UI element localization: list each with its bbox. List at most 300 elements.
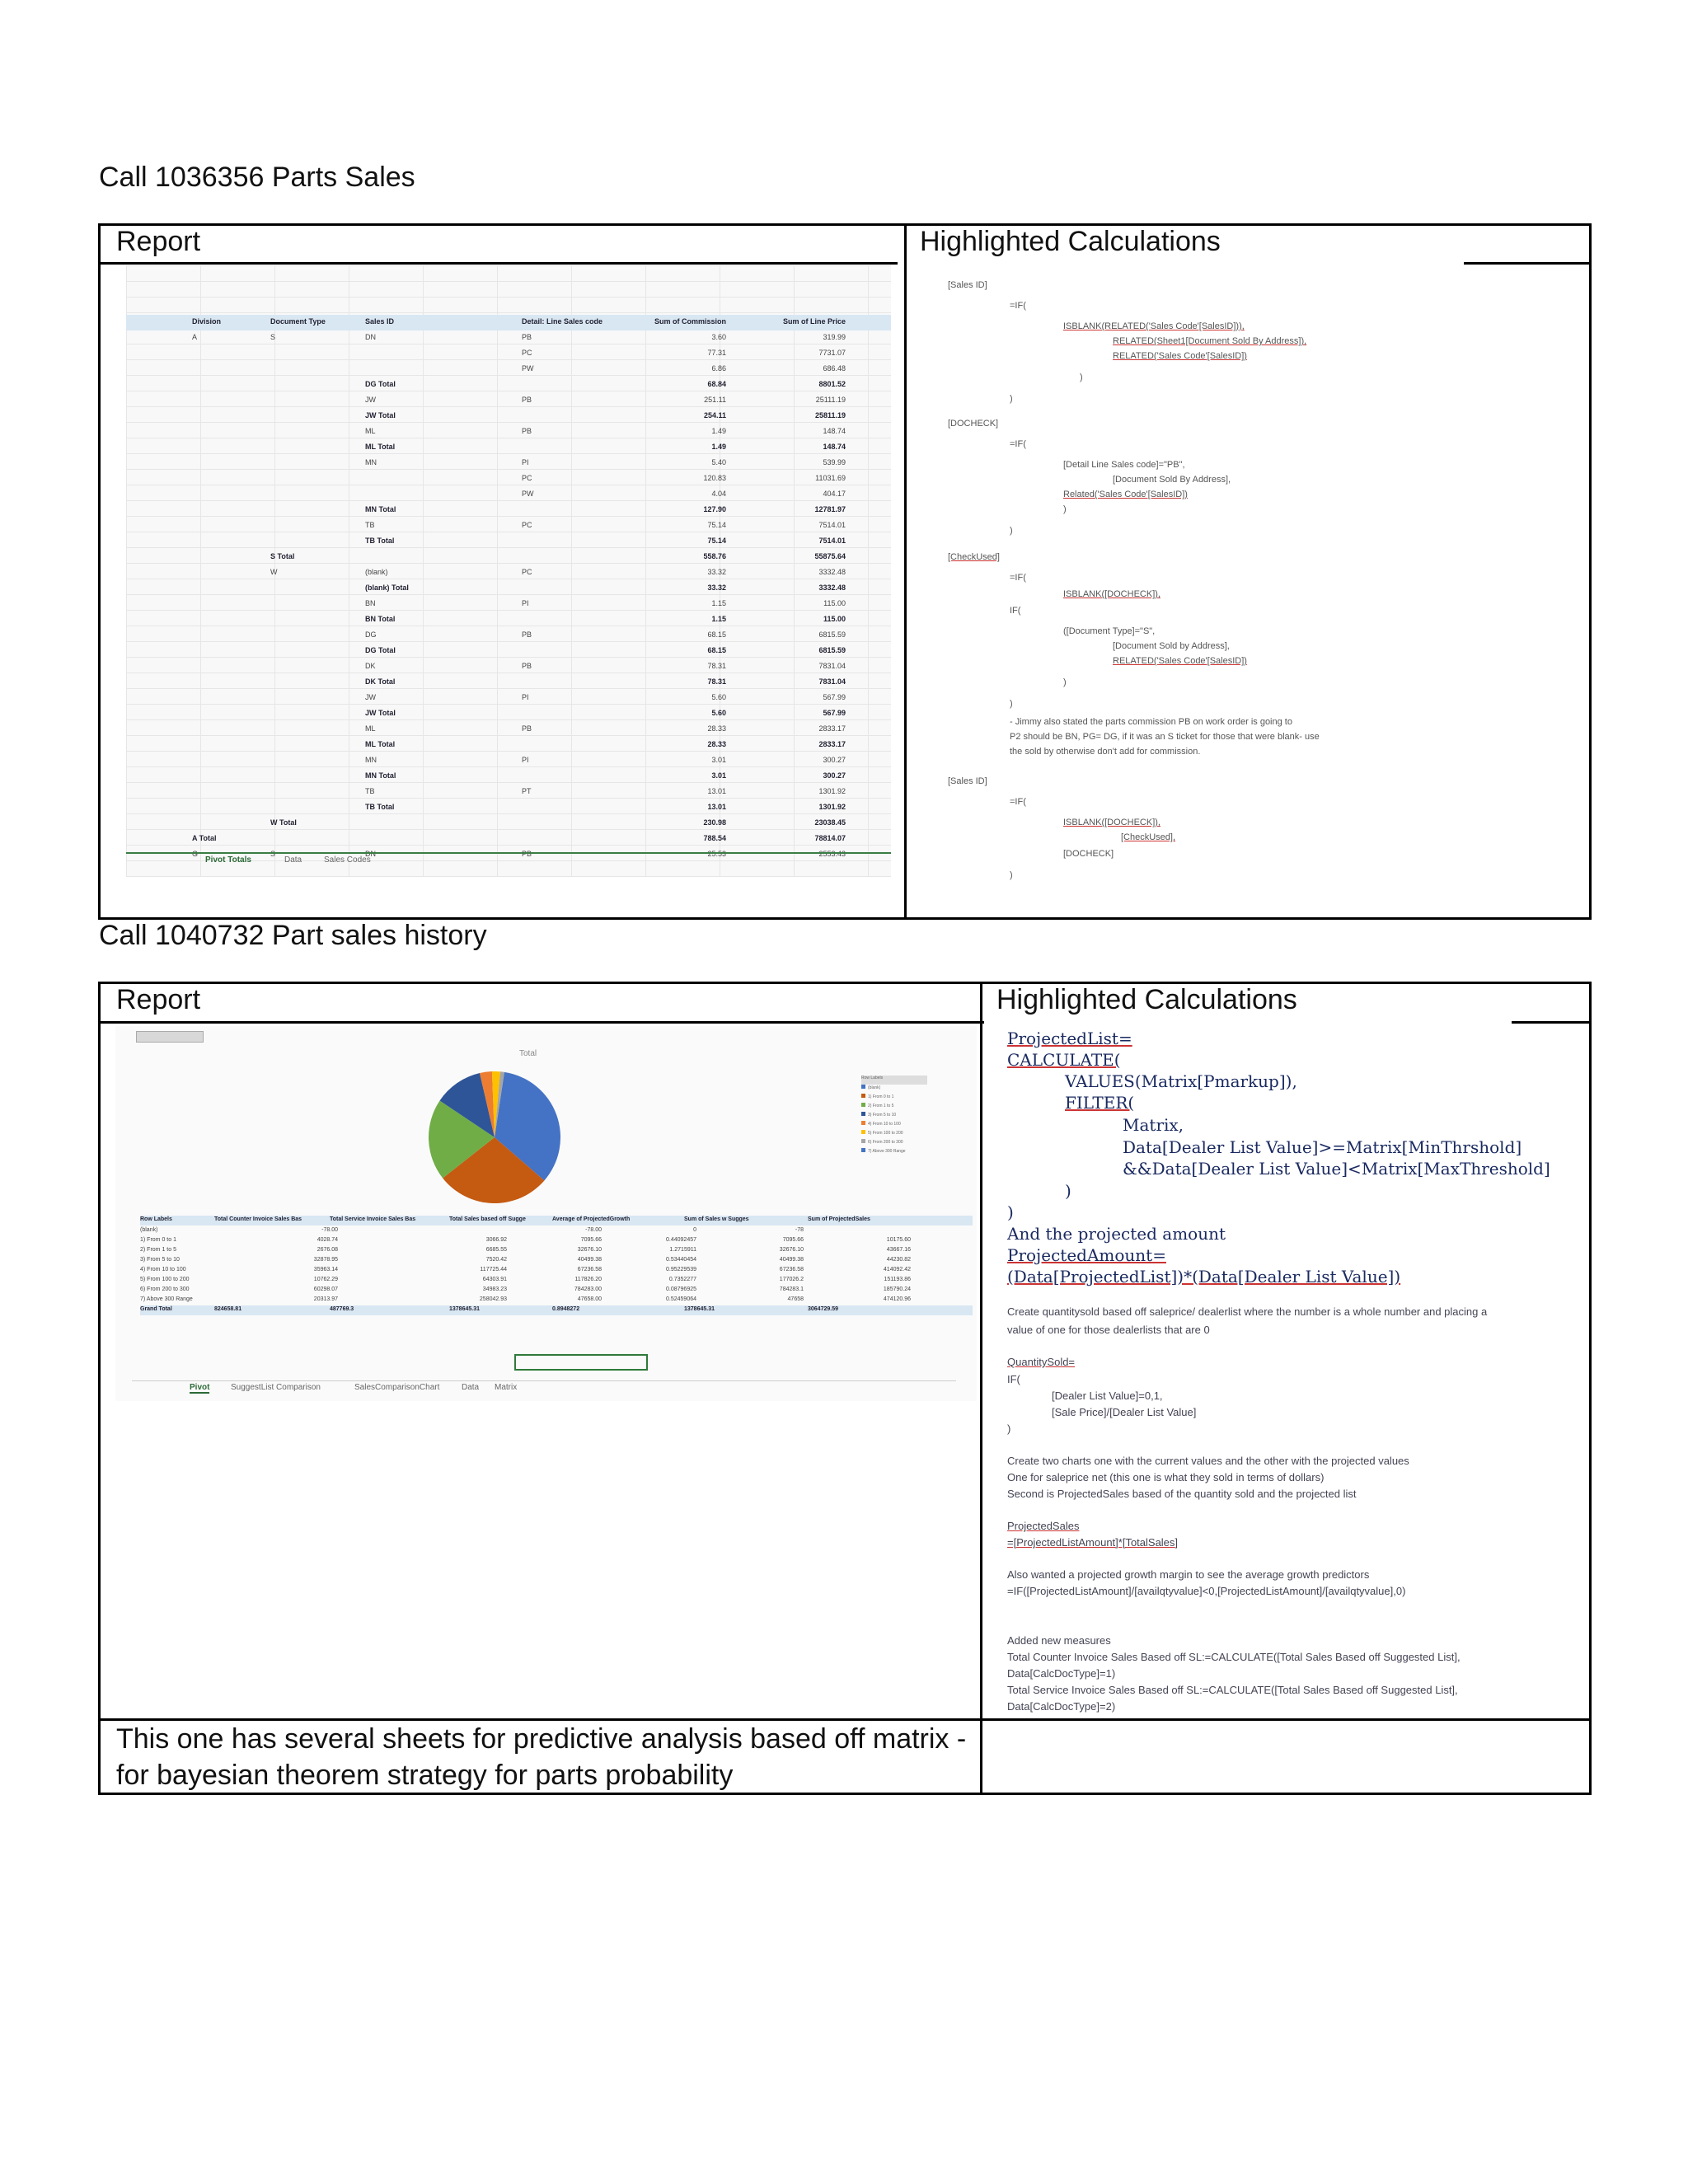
pivot2-cell[interactable]: 10762.29 <box>313 1277 338 1282</box>
pivot-cell[interactable]: TB Total <box>365 803 395 811</box>
formula-line-7: &&Data[Dealer List Value]<Matrix[MaxThreshold] <box>1123 1159 1550 1179</box>
pivot2-cell[interactable]: 32676.10 <box>779 1247 804 1253</box>
pivot-cell[interactable]: MN Total <box>365 505 396 513</box>
calc-line: [CheckUsed], <box>1121 832 1176 842</box>
pivot-cell[interactable]: PW <box>522 490 534 498</box>
pivot-cell[interactable]: S <box>270 850 276 858</box>
legend-label: 3) From 5 to 10 <box>868 1113 897 1118</box>
pivot-cell[interactable]: PI <box>522 756 529 764</box>
calc-line: [DOCHECK] <box>948 419 999 429</box>
legend-label: 5) From 100 to 200 <box>868 1131 903 1136</box>
calc-line: IF( <box>1010 606 1021 616</box>
pivot2-cell[interactable]: Grand Total <box>140 1306 172 1312</box>
pivot-cell[interactable]: BN <box>365 599 376 607</box>
pivot-cell[interactable]: 7831.04 <box>818 677 846 686</box>
tab-data[interactable]: Data <box>284 855 302 865</box>
pivot-cell[interactable]: 68.15 <box>707 630 726 639</box>
pivot2-row <box>140 1276 973 1286</box>
pivot-row <box>126 362 891 377</box>
pivot-cell[interactable]: 23038.45 <box>814 818 846 827</box>
pivot-cell[interactable]: 567.99 <box>823 693 846 701</box>
pivot-cell[interactable]: PB <box>522 427 532 435</box>
pivot-cell[interactable]: Detail: Line Sales code <box>522 317 603 326</box>
pivot-cell[interactable]: 13.01 <box>707 787 726 795</box>
pivot-cell[interactable]: DG <box>365 630 377 639</box>
pivot2-cell[interactable]: 0.44092457 <box>666 1237 696 1243</box>
pivot-row <box>126 659 891 675</box>
pivot-cell[interactable]: 13.01 <box>707 803 726 811</box>
pivot2-cell[interactable]: 487769.3 <box>330 1306 354 1312</box>
tab-matrix[interactable]: Matrix <box>495 1383 518 1392</box>
pivot-cell[interactable]: 1.15 <box>711 615 726 623</box>
pivot-cell[interactable]: 7514.01 <box>818 521 846 529</box>
pivot2-row <box>140 1236 973 1246</box>
pivot-cell[interactable]: S Total <box>270 552 295 560</box>
pivot-cell[interactable]: Sum of Commission <box>654 317 726 326</box>
tab-suggestlist-comparison[interactable]: SuggestList Comparison <box>231 1383 321 1392</box>
calc-line: ISBLANK(RELATED('Sales Code'[SalesID])), <box>1063 321 1245 331</box>
pivot2-cell[interactable]: 4028.74 <box>316 1237 338 1243</box>
pivot-cell[interactable]: 3.01 <box>711 771 726 780</box>
pivot-cell[interactable]: 7514.01 <box>818 537 846 545</box>
pivot2-cell[interactable]: 0.95229539 <box>666 1267 696 1272</box>
calc-line: [DOCHECK] <box>1063 849 1114 859</box>
pivot-cell[interactable]: PB <box>522 850 532 858</box>
pivot-cell[interactable]: PC <box>522 568 532 576</box>
calc-line: [Document Sold By Address], <box>1113 475 1231 485</box>
pivot-cell[interactable]: 115.00 <box>823 599 846 607</box>
pie-chart <box>420 1063 569 1212</box>
pivot-cell[interactable]: TB <box>365 521 375 529</box>
pivot-cell[interactable]: 7731.07 <box>818 349 846 357</box>
calc-line: the sold by otherwise don't add for commission. <box>1010 747 1201 757</box>
pivot-cell[interactable]: PT <box>522 787 532 795</box>
pivot-cell[interactable]: 300.27 <box>823 756 846 764</box>
pivot-cell[interactable]: 8801.52 <box>818 380 846 388</box>
note-8: Create two charts one with the current values and the other with the projected values <box>1007 1455 1409 1467</box>
pivot-cell[interactable]: 77.31 <box>707 349 726 357</box>
pivot2-cell[interactable]: 2) From 1 to 5 <box>140 1247 176 1253</box>
pivot2-cell[interactable]: 3066.92 <box>485 1237 507 1243</box>
pivot-cell[interactable]: PB <box>522 630 532 639</box>
formula-line-4: FILTER( <box>1065 1093 1135 1113</box>
pivot2-cell[interactable]: 60298.07 <box>313 1286 338 1292</box>
pivot-cell[interactable]: 28.33 <box>707 724 726 733</box>
pivot2-cell[interactable]: 3) From 5 to 10 <box>140 1257 180 1263</box>
pivot-cell[interactable]: DN <box>365 333 376 341</box>
pivot-cell[interactable]: 11031.69 <box>815 474 846 482</box>
pivot2-cell[interactable]: 185790.24 <box>883 1286 911 1292</box>
pivot-cell[interactable]: A <box>192 333 198 341</box>
pivot-cell[interactable]: JW <box>365 693 376 701</box>
pivot-cell[interactable]: 28.33 <box>707 740 726 748</box>
pivot-cell[interactable]: 4.04 <box>711 490 726 498</box>
pivot2-cell[interactable]: 414092.42 <box>883 1267 911 1272</box>
pivot2-cell[interactable]: 67236.58 <box>779 1267 804 1272</box>
pivot-cell[interactable]: Document Type <box>270 317 326 326</box>
pivot-row <box>126 550 891 565</box>
calc-line: ) <box>1063 504 1067 514</box>
pivot-cell[interactable]: ML Total <box>365 443 396 451</box>
formula-line-11: ProjectedAmount= <box>1007 1245 1166 1265</box>
footer-note-line-2: for bayesian theorem strategy for parts probability <box>116 1760 734 1791</box>
pivot-cell[interactable]: TB <box>365 787 375 795</box>
pivot2-cell[interactable]: 7095.66 <box>782 1237 804 1243</box>
pivot2-cell[interactable]: 1378645.31 <box>684 1306 715 1312</box>
pivot2-cell[interactable]: Average of ProjectedGrowth <box>552 1216 631 1222</box>
pivot2-cell[interactable]: 4) From 10 to 100 <box>140 1267 186 1272</box>
pivot-cell[interactable]: 1301.92 <box>818 787 846 795</box>
legend-item[interactable] <box>861 1130 927 1139</box>
pivot2-cell[interactable]: 7520.42 <box>485 1257 507 1263</box>
pivot2-cell[interactable]: 784283.1 <box>779 1286 804 1292</box>
calc-line: ) <box>1010 870 1013 880</box>
tab-sales-codes[interactable]: Sales Codes <box>324 855 371 865</box>
pivot-row <box>126 612 891 628</box>
pivot-cell[interactable]: Division <box>192 317 222 326</box>
pivot-row <box>126 487 891 503</box>
pivot-row <box>126 471 891 487</box>
selected-cell[interactable] <box>514 1354 648 1371</box>
pivot2-cell[interactable]: Total Sales based off Sugge <box>449 1216 526 1222</box>
pivot2-cell[interactable]: 151193.86 <box>884 1277 911 1282</box>
pivot2-cell[interactable]: 47658.00 <box>577 1296 602 1302</box>
pivot-cell[interactable]: PC <box>522 521 532 529</box>
pivot2-cell[interactable]: -78.00 <box>321 1227 338 1233</box>
pivot-cell[interactable]: MN <box>365 756 377 764</box>
pivot2-cell[interactable]: 0.8948272 <box>552 1306 580 1312</box>
pivot-cell[interactable]: Sum of Line Price <box>782 317 846 326</box>
pivot-cell[interactable]: 12781.97 <box>814 505 846 513</box>
pivot-cell[interactable]: 148.74 <box>823 443 846 451</box>
pivot-row <box>126 393 891 409</box>
calc-line: ) <box>1080 373 1083 382</box>
pivot-cell[interactable]: 558.76 <box>703 552 726 560</box>
pivot-cell[interactable]: PI <box>522 458 529 466</box>
note-12: =[ProjectedListAmount]*[TotalSales] <box>1007 1536 1179 1549</box>
pivot2-cell[interactable]: Row Labels <box>140 1216 172 1222</box>
pivot-cell[interactable]: 319.99 <box>823 333 846 341</box>
calc-line: ([Document Type]="S", <box>1063 626 1156 636</box>
pivot2-cell[interactable]: 0 <box>693 1227 696 1233</box>
section2-divider <box>980 982 982 1795</box>
part-sales-history-screenshot <box>115 1026 977 1401</box>
legend-swatch <box>861 1103 865 1107</box>
pivot-cell[interactable]: DG Total <box>365 646 396 654</box>
pivot2-cell[interactable]: -78 <box>795 1227 804 1233</box>
pivot2-cell[interactable]: 35963.14 <box>313 1267 338 1272</box>
pivot2-row <box>140 1256 973 1266</box>
legend-item[interactable] <box>861 1112 927 1121</box>
pivot-cell[interactable]: 78.31 <box>707 662 726 670</box>
pivot-chart-button[interactable] <box>136 1031 204 1043</box>
pivot2-cell[interactable]: 44230.82 <box>886 1257 911 1263</box>
pivot-cell[interactable]: ML Total <box>365 740 396 748</box>
pivot-cell[interactable]: 686.48 <box>823 364 846 373</box>
calc-line: RELATED(Sheet1[Document Sold By Address]), <box>1113 336 1307 346</box>
tab-salescomparisonchart[interactable]: SalesComparisonChart <box>354 1383 440 1392</box>
pivot2-row <box>140 1246 973 1256</box>
pivot2-cell[interactable]: 3064729.59 <box>808 1306 838 1312</box>
pivot2-cell[interactable]: 1) From 0 to 1 <box>140 1237 176 1243</box>
pivot2-header-row <box>140 1305 973 1315</box>
pivot-cell[interactable]: DK <box>365 662 376 670</box>
pivot2-cell[interactable]: 32878.95 <box>313 1257 338 1263</box>
pivot-cell[interactable]: 788.54 <box>703 834 726 842</box>
pivot2-cell[interactable]: -78.00 <box>585 1227 602 1233</box>
pivot-cell[interactable]: 7831.04 <box>818 662 846 670</box>
pivot-cell[interactable]: 5.60 <box>711 693 726 701</box>
pivot-cell[interactable]: PI <box>522 693 529 701</box>
note-2: value of one for those dealerlists that are 0 <box>1007 1324 1210 1336</box>
section1-report-label: Report <box>116 226 201 257</box>
legend-item[interactable] <box>861 1103 927 1112</box>
pivot2-cell[interactable]: 784283.00 <box>574 1286 602 1292</box>
pivot-cell[interactable]: 127.90 <box>703 505 726 513</box>
pivot-row <box>126 706 891 722</box>
pivot-cell[interactable]: DN <box>365 850 376 858</box>
pivot2-cell[interactable]: (blank) <box>140 1227 158 1233</box>
pivot2-cell[interactable]: 1378645.31 <box>449 1306 480 1312</box>
pivot2-cell[interactable]: 7095.66 <box>580 1237 602 1243</box>
tab-pivot[interactable]: Pivot <box>190 1383 210 1392</box>
pivot-cell[interactable]: W Total <box>270 818 297 827</box>
pivot-cell[interactable]: 25111.19 <box>815 396 846 404</box>
pivot2-cell[interactable]: 258042.93 <box>479 1296 507 1302</box>
pivot2-cell[interactable]: 6685.55 <box>485 1247 507 1253</box>
pivot-cell[interactable]: MN Total <box>365 771 396 780</box>
legend-header[interactable] <box>861 1076 927 1085</box>
note-6: [Sale Price]/[Dealer List Value] <box>1052 1406 1197 1418</box>
pivot-cell[interactable]: 6815.59 <box>818 646 846 654</box>
pivot-cell[interactable]: 1.15 <box>711 599 726 607</box>
pivot2-cell[interactable]: 40499.38 <box>779 1257 804 1263</box>
pivot-cell[interactable]: 120.83 <box>703 474 726 482</box>
pivot-cell[interactable]: 115.00 <box>823 615 846 623</box>
pivot2-cell[interactable]: 117725.44 <box>480 1267 507 1272</box>
pivot-cell[interactable]: PI <box>522 599 529 607</box>
pivot-cell[interactable]: 6815.59 <box>818 630 846 639</box>
pivot-cell[interactable]: 75.14 <box>707 537 726 545</box>
pivot-cell[interactable]: 78.31 <box>707 677 726 686</box>
pivot-cell[interactable]: Sales ID <box>365 317 395 326</box>
note-17: Data[CalcDocType]=1) <box>1007 1667 1116 1680</box>
pivot2-cell[interactable]: 20313.97 <box>313 1296 338 1302</box>
pivot2-cell[interactable]: 0.53440454 <box>666 1257 696 1263</box>
pivot-cell[interactable]: 6.86 <box>711 364 726 373</box>
pivot-cell[interactable]: 404.17 <box>823 490 846 498</box>
legend-swatch <box>861 1130 865 1134</box>
pivot-cell[interactable]: 75.14 <box>707 521 726 529</box>
pivot-cell[interactable]: BN Total <box>365 615 396 623</box>
pivot2-cell[interactable]: 0.7352277 <box>668 1277 696 1282</box>
pivot2-row <box>140 1286 973 1296</box>
pivot-row <box>126 534 891 550</box>
note-13: Also wanted a projected growth margin to see the average growth predictors <box>1007 1568 1370 1581</box>
pivot-cell[interactable]: 78814.07 <box>814 834 846 842</box>
pivot-cell[interactable]: 68.84 <box>707 380 726 388</box>
legend-label: 2) From 1 to 5 <box>868 1104 894 1108</box>
pivot-cell[interactable]: PB <box>522 333 532 341</box>
pivot-row <box>126 346 891 362</box>
pivot2-cell[interactable]: 47658 <box>787 1296 804 1302</box>
pivot-row <box>126 581 891 597</box>
pivot-row <box>126 769 891 785</box>
legend-swatch <box>861 1094 865 1098</box>
pivot-cell[interactable]: 2833.17 <box>818 740 846 748</box>
pivot-row <box>126 503 891 518</box>
pivot-cell[interactable]: 5.60 <box>711 709 726 717</box>
pivot2-cell[interactable]: Sum of Sales w Sugges <box>684 1216 749 1222</box>
pivot2-cell[interactable]: Sum of ProjectedSales <box>808 1216 870 1222</box>
calc-line: P2 should be BN, PG= DG, if it was an S ticket for those that were blank- use <box>1010 732 1320 742</box>
legend-swatch <box>861 1085 865 1089</box>
pivot-cell[interactable]: 33.32 <box>707 583 726 592</box>
pivot-cell[interactable]: 300.27 <box>823 771 846 780</box>
pivot-cell[interactable]: 254.11 <box>703 411 726 419</box>
pivot2-cell[interactable]: 40499.38 <box>577 1257 602 1263</box>
legend-item[interactable] <box>861 1139 927 1148</box>
calc-line: RELATED('Sales Code'[SalesID]) <box>1113 656 1247 666</box>
pivot-row <box>126 832 891 847</box>
note-18: Total Service Invoice Sales Based off SL:=CALCULATE([Total Sales Based off Suggested List], <box>1007 1684 1458 1696</box>
section1-calc-label: Highlighted Calculations <box>920 226 1221 257</box>
pivot-row <box>126 738 891 753</box>
pivot2-cell[interactable]: Total Counter Invoice Sales Bas <box>214 1216 302 1222</box>
pivot-cell[interactable]: JW Total <box>365 411 396 419</box>
legend-item[interactable] <box>861 1121 927 1130</box>
pivot2-cell[interactable]: 7) Above 300 Range <box>140 1296 193 1302</box>
pivot-cell[interactable]: (blank) <box>365 568 388 576</box>
tab-pivot-totals[interactable]: Pivot Totals <box>205 855 251 865</box>
pivot-cell[interactable]: JW Total <box>365 709 396 717</box>
pivot-cell[interactable]: 25.53 <box>707 850 726 858</box>
legend-item[interactable] <box>861 1085 927 1094</box>
section2-right-header-rule <box>1512 1021 1592 1024</box>
calc-line: Related('Sales Code'[SalesID]) <box>1063 490 1188 499</box>
legend-item[interactable] <box>861 1148 927 1157</box>
section1-title: Call 1036356 Parts Sales <box>99 162 415 193</box>
pivot-cell[interactable]: 148.74 <box>823 427 846 435</box>
pivot-cell[interactable]: TB Total <box>365 537 395 545</box>
pivot-cell[interactable]: 1301.92 <box>818 803 846 811</box>
pivot-cell[interactable]: 1.49 <box>711 443 726 451</box>
pivot-cell[interactable]: 1.49 <box>711 427 726 435</box>
pivot-cell[interactable]: 3.60 <box>711 333 726 341</box>
formula-line-8: ) <box>1065 1181 1071 1201</box>
calc-line: =IF( <box>1010 573 1026 583</box>
tab-data-2[interactable]: Data <box>462 1383 480 1392</box>
pivot2-cell[interactable]: 0.08796925 <box>666 1286 696 1292</box>
pivot2-cell[interactable]: 0.52459064 <box>666 1296 696 1302</box>
pivot-row <box>126 377 891 393</box>
pivot-cell[interactable]: 5.40 <box>711 458 726 466</box>
legend-swatch <box>861 1139 865 1143</box>
legend-label: 7) Above 300 Range <box>868 1149 906 1154</box>
pivot-cell[interactable]: 251.11 <box>704 396 726 404</box>
pivot-cell[interactable]: ML <box>365 427 376 435</box>
pivot-cell[interactable]: 55875.64 <box>814 552 846 560</box>
calc-line: ) <box>1063 677 1067 687</box>
calc-line: ) <box>1010 394 1013 404</box>
pivot-cell[interactable]: PB <box>522 662 532 670</box>
calc-line: RELATED('Sales Code'[SalesID]) <box>1113 351 1247 361</box>
pivot-cell[interactable]: S <box>270 333 276 341</box>
note-15: Added new measures <box>1007 1634 1111 1647</box>
pivot-cell[interactable]: 33.32 <box>707 568 726 576</box>
pivot-cell[interactable]: 25811.19 <box>814 411 846 419</box>
pivot-cell[interactable]: DG Total <box>365 380 396 388</box>
pivot-row <box>126 691 891 706</box>
pivot-cell[interactable]: 230.98 <box>703 818 726 827</box>
pivot-cell[interactable]: PC <box>522 474 532 482</box>
pivot2-cell[interactable]: 1.2715911 <box>669 1247 696 1253</box>
pivot-cell[interactable]: ML <box>365 724 376 733</box>
pivot-cell[interactable]: A Total <box>192 834 217 842</box>
pivot-cell[interactable]: 567.99 <box>823 709 846 717</box>
pivot-cell[interactable]: G <box>192 850 199 858</box>
pivot2-cell[interactable]: 824658.81 <box>214 1306 242 1312</box>
footer-note-line-1: This one has several sheets for predictive analysis based off matrix - <box>116 1723 967 1755</box>
pivot-row <box>126 816 891 832</box>
section2-title: Call 1040732 Part sales history <box>99 920 487 951</box>
pivot-cell[interactable]: DK Total <box>365 677 396 686</box>
pivot2-cell[interactable]: 34983.23 <box>482 1286 507 1292</box>
pivot-cell[interactable]: JW <box>365 396 376 404</box>
pivot-row <box>126 644 891 659</box>
pivot2-cell[interactable]: 117826.20 <box>574 1277 602 1282</box>
pivot-cell[interactable]: (blank) Total <box>365 583 409 592</box>
calc-line: [Sales ID] <box>948 280 987 290</box>
legend-swatch <box>861 1112 865 1116</box>
pivot2-cell[interactable]: 5) From 100 to 200 <box>140 1277 190 1282</box>
pivot-cell[interactable]: 3332.48 <box>818 583 846 592</box>
pivot-cell[interactable]: PW <box>522 364 534 373</box>
pivot2-cell[interactable]: 6) From 200 to 300 <box>140 1286 190 1292</box>
note-10: Second is ProjectedSales based of the quantity sold and the projected list <box>1007 1488 1357 1500</box>
pivot-cell[interactable]: W <box>270 568 278 576</box>
pivot-cell[interactable]: 2553.43 <box>818 850 846 858</box>
pivot2-row <box>140 1226 973 1236</box>
pivot2-cell[interactable]: 2676.08 <box>316 1247 338 1253</box>
sheet-tabs <box>126 852 891 872</box>
pivot-cell[interactable]: 68.15 <box>707 646 726 654</box>
pivot-row <box>126 565 891 581</box>
pivot-cell[interactable]: 539.99 <box>823 458 846 466</box>
formula-line-6: Data[Dealer List Value]>=Matrix[MinThrshold] <box>1123 1137 1522 1157</box>
pivot2-cell[interactable]: 32676.10 <box>577 1247 602 1253</box>
parts-sales-pivot-screenshot <box>126 265 891 877</box>
pivot2-cell[interactable]: 177026.2 <box>779 1277 804 1282</box>
pivot-cell[interactable]: MN <box>365 458 377 466</box>
pivot2-cell[interactable]: 10175.60 <box>886 1237 911 1243</box>
pivot-cell[interactable]: 3332.48 <box>818 568 846 576</box>
pivot2-cell[interactable]: 67236.58 <box>577 1267 602 1272</box>
pivot-cell[interactable]: PC <box>522 349 532 357</box>
pivot-row <box>126 800 891 816</box>
pivot-cell[interactable]: 2833.17 <box>818 724 846 733</box>
pivot2-cell[interactable]: 43667.16 <box>886 1247 911 1253</box>
pivot2-cell[interactable]: 474120.96 <box>883 1296 911 1302</box>
pivot-cell[interactable]: PB <box>522 396 532 404</box>
legend-item[interactable] <box>861 1094 927 1103</box>
pivot-cell[interactable]: PB <box>522 724 532 733</box>
calc-line: [CheckUsed] <box>948 552 1000 562</box>
pivot2-cell[interactable]: 64303.91 <box>482 1277 507 1282</box>
pivot-cell[interactable]: 3.01 <box>711 756 726 764</box>
pivot2-cell[interactable]: Total Service Invoice Sales Bas <box>330 1216 416 1222</box>
section1-left-header-rule <box>98 262 898 265</box>
